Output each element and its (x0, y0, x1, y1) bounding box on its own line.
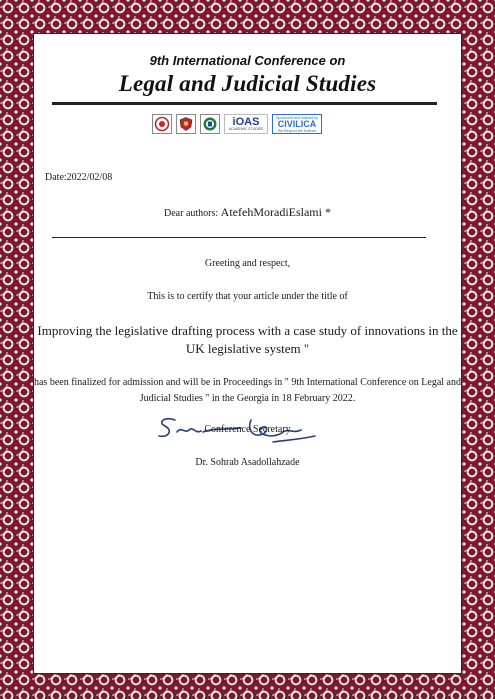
ioas-logo (224, 114, 268, 134)
sponsor-logo-3 (200, 114, 220, 134)
sponsor-logo-1 (152, 114, 172, 134)
article-title: Improving the legislative drafting process with a case study of innovations in the UK legislative system " (37, 323, 458, 356)
certificate-date: Date:2022/02/08 (45, 172, 113, 183)
seal-red-icon (154, 116, 170, 132)
sponsor-logos (152, 112, 332, 136)
secretary-label: Conference Secretary (204, 424, 291, 435)
signer-name: Dr. Sohrab Asadollahzade (195, 457, 300, 468)
body-divider (52, 237, 426, 238)
certify-statement: This is to certify that your article under the title of (147, 291, 348, 302)
shield-emblem-icon (178, 116, 194, 132)
conference-title: Legal and Judicial Studies (118, 71, 377, 96)
civilica-logo-bottom: We Respect the Science (277, 128, 317, 133)
conference-subtitle: 9th International Conference on (149, 53, 346, 68)
civilica-logo-top: Sponsored and Indexed by (276, 115, 318, 120)
civilica-logo-text: CIVILICA (277, 118, 317, 129)
greeting: Greeting and respect, (204, 258, 291, 269)
author-name: AtefehMoradiEslami * (220, 205, 331, 219)
dear-authors-line (0, 205, 495, 220)
ioas-logo-text: iOAS (232, 116, 260, 128)
title-divider (52, 102, 437, 105)
finalized-statement: has been finalized for admission and will be in Proceedings in " 9th International Conference on Legal and Judicial Studies " in the Georgia in 18 February 2022. (33, 377, 461, 404)
round-seal-icon (202, 116, 218, 132)
dear-prefix: Dear authors: (164, 208, 221, 219)
civilica-logo (272, 114, 322, 134)
sponsor-logo-2 (176, 114, 196, 134)
ioas-logo-caption: ACADEMIC STUDIES (228, 127, 264, 131)
